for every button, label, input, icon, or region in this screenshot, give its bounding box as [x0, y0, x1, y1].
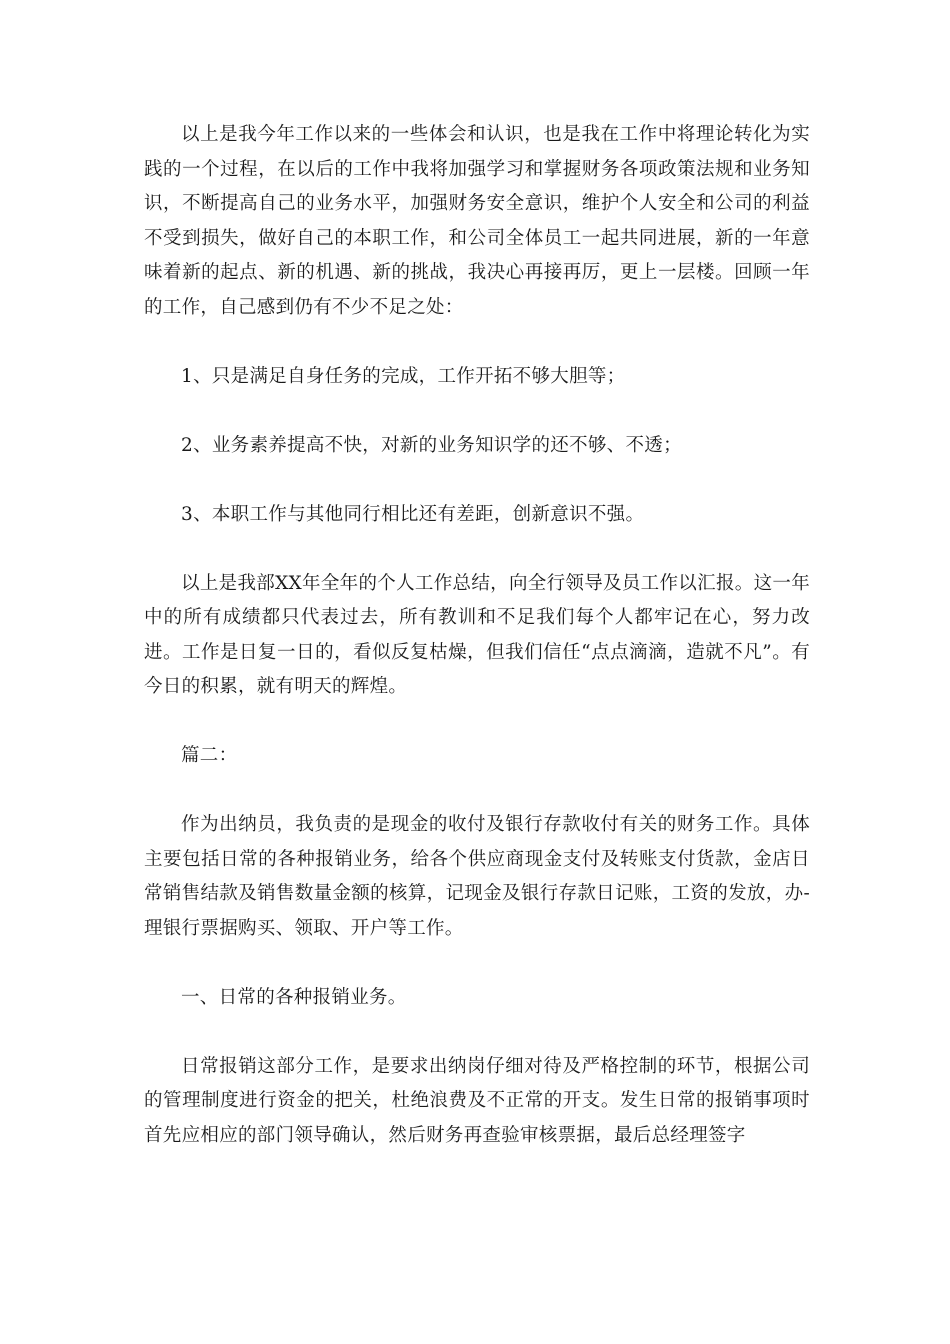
list-item-1: 1、只是满足自身任务的完成，工作开拓不够大胆等；: [181, 365, 626, 387]
paragraph-conclusion: 以上是我部XX年全年的个人工作总结，向全行领导及员工作以汇报。这一年中的所有成绩都只代表过去，所有教训和不足我们每个人都牢记在心，努力改进。工作是日复一日的，看似反复枯燥，但我们信任“点点滴滴，造就不凡”。有今日的积累，就有明天的辉煌。: [144, 572, 810, 697]
section-heading-part-two: 篇二：: [181, 745, 238, 766]
paragraph-cashier-duties: 作为出纳员，我负责的是现金的收付及银行存款收付有关的财务工作。具体主要包括日常的各种报销业务，给各个供应商现金支付及转账支付货款，金店日常销售结款及销售数量金额的核算，记现金及银行存款日记账，工资的发放，办-理银行票据购买、领取、开户等工作。: [144, 814, 810, 939]
paragraph-reimbursement: 日常报销这部分工作，是要求出纳岗仔细对待及严格控制的环节，根据公司的管理制度进行资金的把关，杜绝浪费及不正常的开支。发生日常的报销事项时首先应相应的部门领导确认，然后财务再查验审核票据，最后总经理签字: [144, 1055, 810, 1146]
list-item-3: 3、本职工作与其他同行相比还有差距，创新意识不强。: [181, 503, 645, 525]
list-item-2: 2、业务素养提高不快，对新的业务知识学的还不够、不透；: [181, 434, 682, 456]
subheading-reimbursement: 一、日常的各种报销业务。: [181, 986, 407, 1008]
document-body: [144, 118, 810, 1153]
paragraph-summary: 以上是我今年工作以来的一些体会和认识，也是我在工作中将理论转化为实践的一个过程，在以后的工作中我将加强学习和掌握财务各项政策法规和业务知识，不断提高自己的业务水平，加强财务安全意识，维护个人安全和公司的利益不受到损失，做好自己的本职工作，和公司全体员工一起共同进展，新的一年意味着新的起点、新的机遇、新的挑战，我决心再接再厉，更上一层楼。回顾一年的工作，自己感到仍有不少不足之处：: [144, 124, 810, 318]
